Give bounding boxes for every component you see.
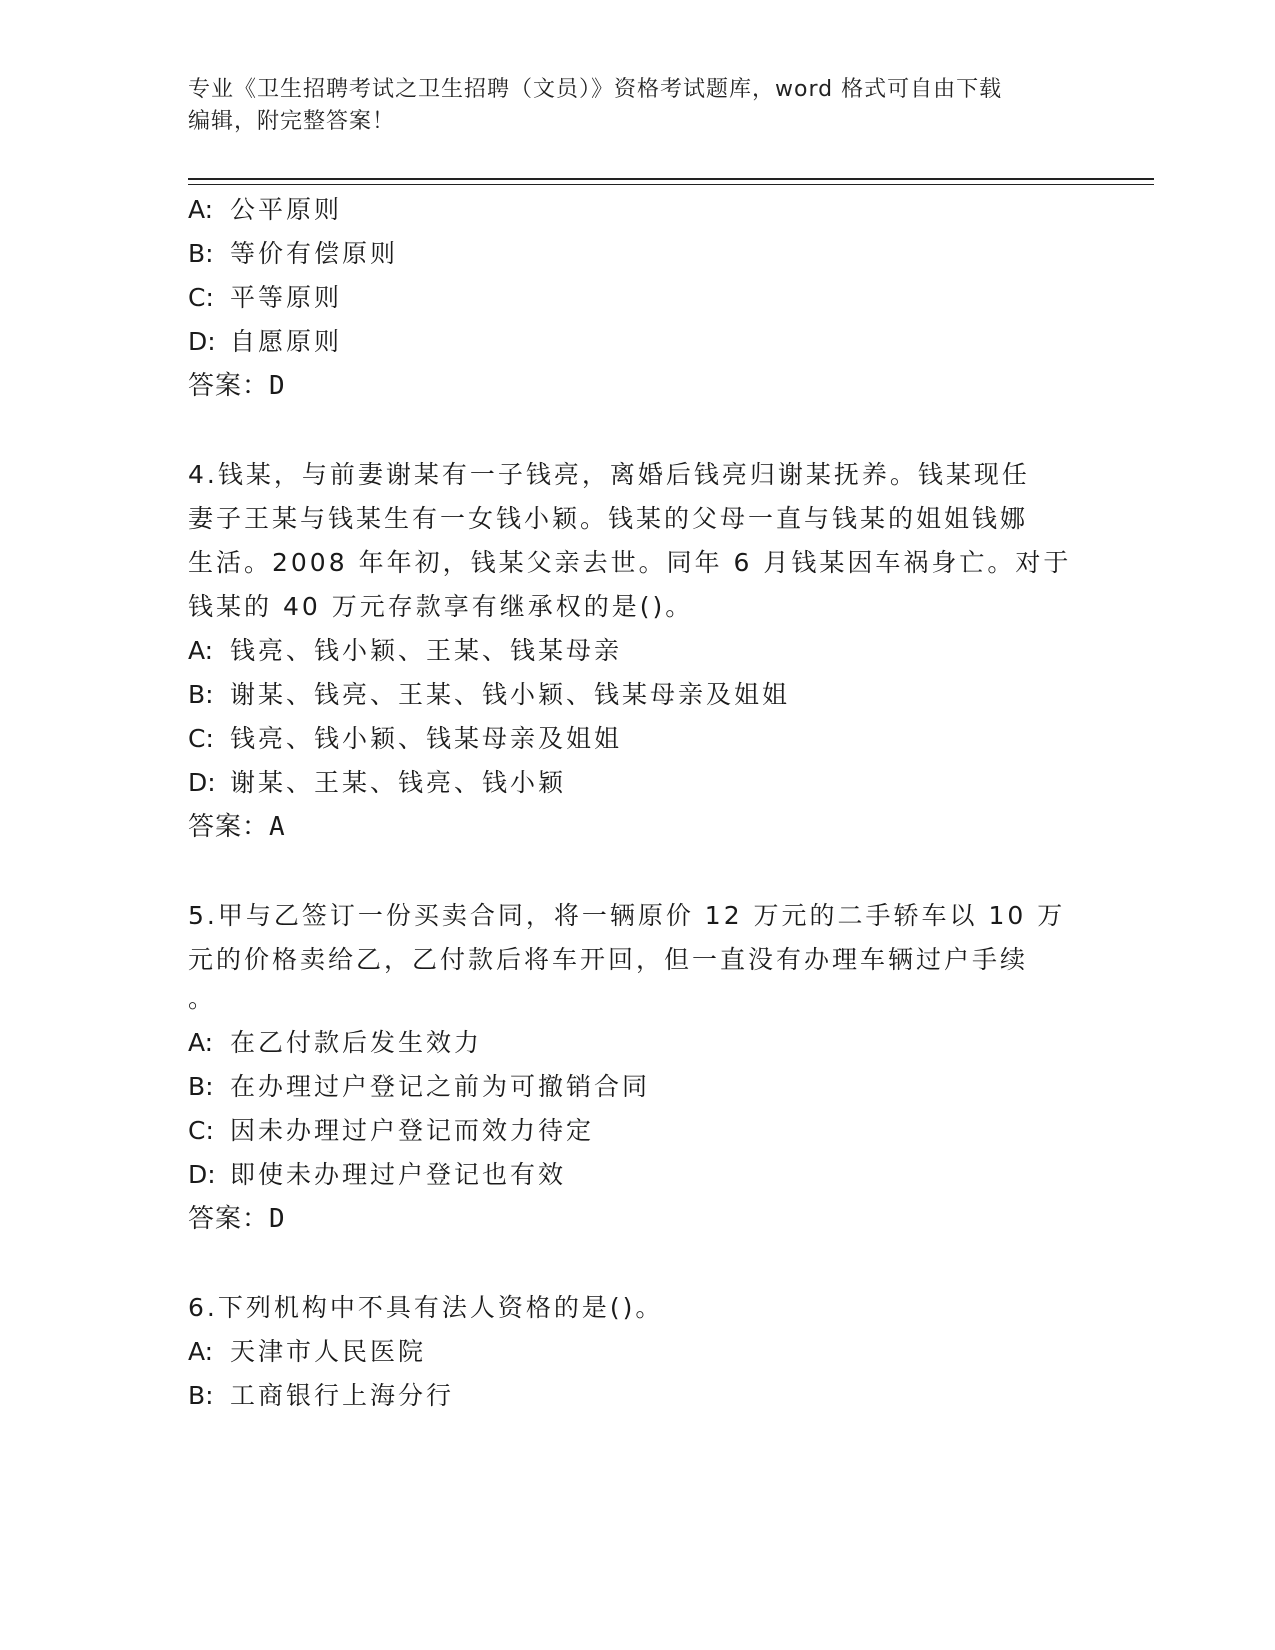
answer-label: 答案： xyxy=(188,812,270,842)
option-letter: B: xyxy=(188,239,214,268)
q5-stem-line-2: 元的价格卖给乙，乙付款后将车开回，但一直没有办理车辆过户手续 xyxy=(188,945,1029,974)
q4-stem-line-3: 生活。2008 年年初，钱某父亲去世。同年 6 月钱某因车祸身亡。对于 xyxy=(188,548,1072,577)
option-text: 工商银行上海分行 xyxy=(230,1381,455,1410)
q5-option-c xyxy=(188,1114,594,1148)
q4-option-c xyxy=(188,722,622,756)
header-line-1: 专业《卫生招聘考试之卫生招聘（文员）》资格考试题库，word 格式可自由下载 xyxy=(188,77,1003,102)
q4-option-d xyxy=(188,766,566,800)
option-text: 在办理过户登记之前为可撤销合同 xyxy=(230,1072,651,1101)
option-text: 因未办理过户登记而效力待定 xyxy=(230,1116,595,1145)
q4-option-b xyxy=(188,678,790,712)
option-text: 钱亮、钱小颖、钱某母亲及姐姐 xyxy=(230,724,623,753)
option-letter: D: xyxy=(188,327,216,356)
option-letter: D: xyxy=(188,768,216,797)
q6-option-b xyxy=(188,1379,454,1413)
answer-label: 答案： xyxy=(188,371,270,401)
option-letter: A: xyxy=(188,636,214,665)
header-line-2: 编辑，附完整答案！ xyxy=(188,109,396,134)
option-text: 即使未办理过户登记也有效 xyxy=(230,1160,567,1189)
option-letter: A: xyxy=(188,1028,214,1057)
header-divider-thin xyxy=(188,184,1154,185)
option-letter: A: xyxy=(188,1337,214,1366)
q3-option-a xyxy=(188,193,342,227)
q5-stem-line-1: 5.甲与乙签订一份买卖合同，将一辆原价 12 万元的二手轿车以 10 万 xyxy=(188,901,1066,930)
option-letter: C: xyxy=(188,1116,214,1145)
q3-answer xyxy=(188,369,286,403)
answer-label: 答案： xyxy=(188,1204,270,1234)
option-text: 平等原则 xyxy=(230,283,343,312)
q4-stem-line-2: 妻子王某与钱某生有一女钱小颖。钱某的父母一直与钱某的姐姐钱娜 xyxy=(188,504,1029,533)
q6-stem-line-1: 6.下列机构中不具有法人资格的是()。 xyxy=(188,1293,664,1322)
option-letter: C: xyxy=(188,724,214,753)
q5-option-b xyxy=(188,1070,650,1104)
option-letter: B: xyxy=(188,1381,214,1410)
option-text: 公平原则 xyxy=(230,195,343,224)
option-letter: B: xyxy=(188,680,214,709)
q3-option-d xyxy=(188,325,342,359)
q4-option-a xyxy=(188,634,622,668)
q6-option-a xyxy=(188,1335,426,1369)
q4-answer xyxy=(188,810,286,844)
document-header xyxy=(188,74,1088,138)
option-text: 在乙付款后发生效力 xyxy=(230,1028,483,1057)
option-text: 自愿原则 xyxy=(230,327,343,356)
q5-answer xyxy=(188,1202,286,1236)
q5-option-a xyxy=(188,1026,482,1060)
header-divider-thick xyxy=(188,178,1154,180)
answer-value: D xyxy=(269,371,286,401)
option-letter: B: xyxy=(188,1072,214,1101)
q4-stem-line-4: 钱某的 40 万元存款享有继承权的是()。 xyxy=(188,592,694,621)
q5-option-d xyxy=(188,1158,566,1192)
q3-option-c xyxy=(188,281,342,315)
option-letter: A: xyxy=(188,195,214,224)
answer-value: D xyxy=(269,1204,286,1234)
option-text: 钱亮、钱小颖、王某、钱某母亲 xyxy=(230,636,623,665)
answer-value: A xyxy=(269,812,286,842)
option-text: 谢某、王某、钱亮、钱小颖 xyxy=(230,768,567,797)
q5-stem-line-3: 。 xyxy=(188,984,217,1013)
option-letter: C: xyxy=(188,283,214,312)
option-text: 天津市人民医院 xyxy=(230,1337,427,1366)
option-text: 等价有偿原则 xyxy=(230,239,399,268)
option-letter: D: xyxy=(188,1160,216,1189)
q4-stem-line-1: 4.钱某，与前妻谢某有一子钱亮，离婚后钱亮归谢某抚养。钱某现任 xyxy=(188,460,1030,489)
option-text: 谢某、钱亮、王某、钱小颖、钱某母亲及姐姐 xyxy=(230,680,791,709)
q3-option-b xyxy=(188,237,398,271)
